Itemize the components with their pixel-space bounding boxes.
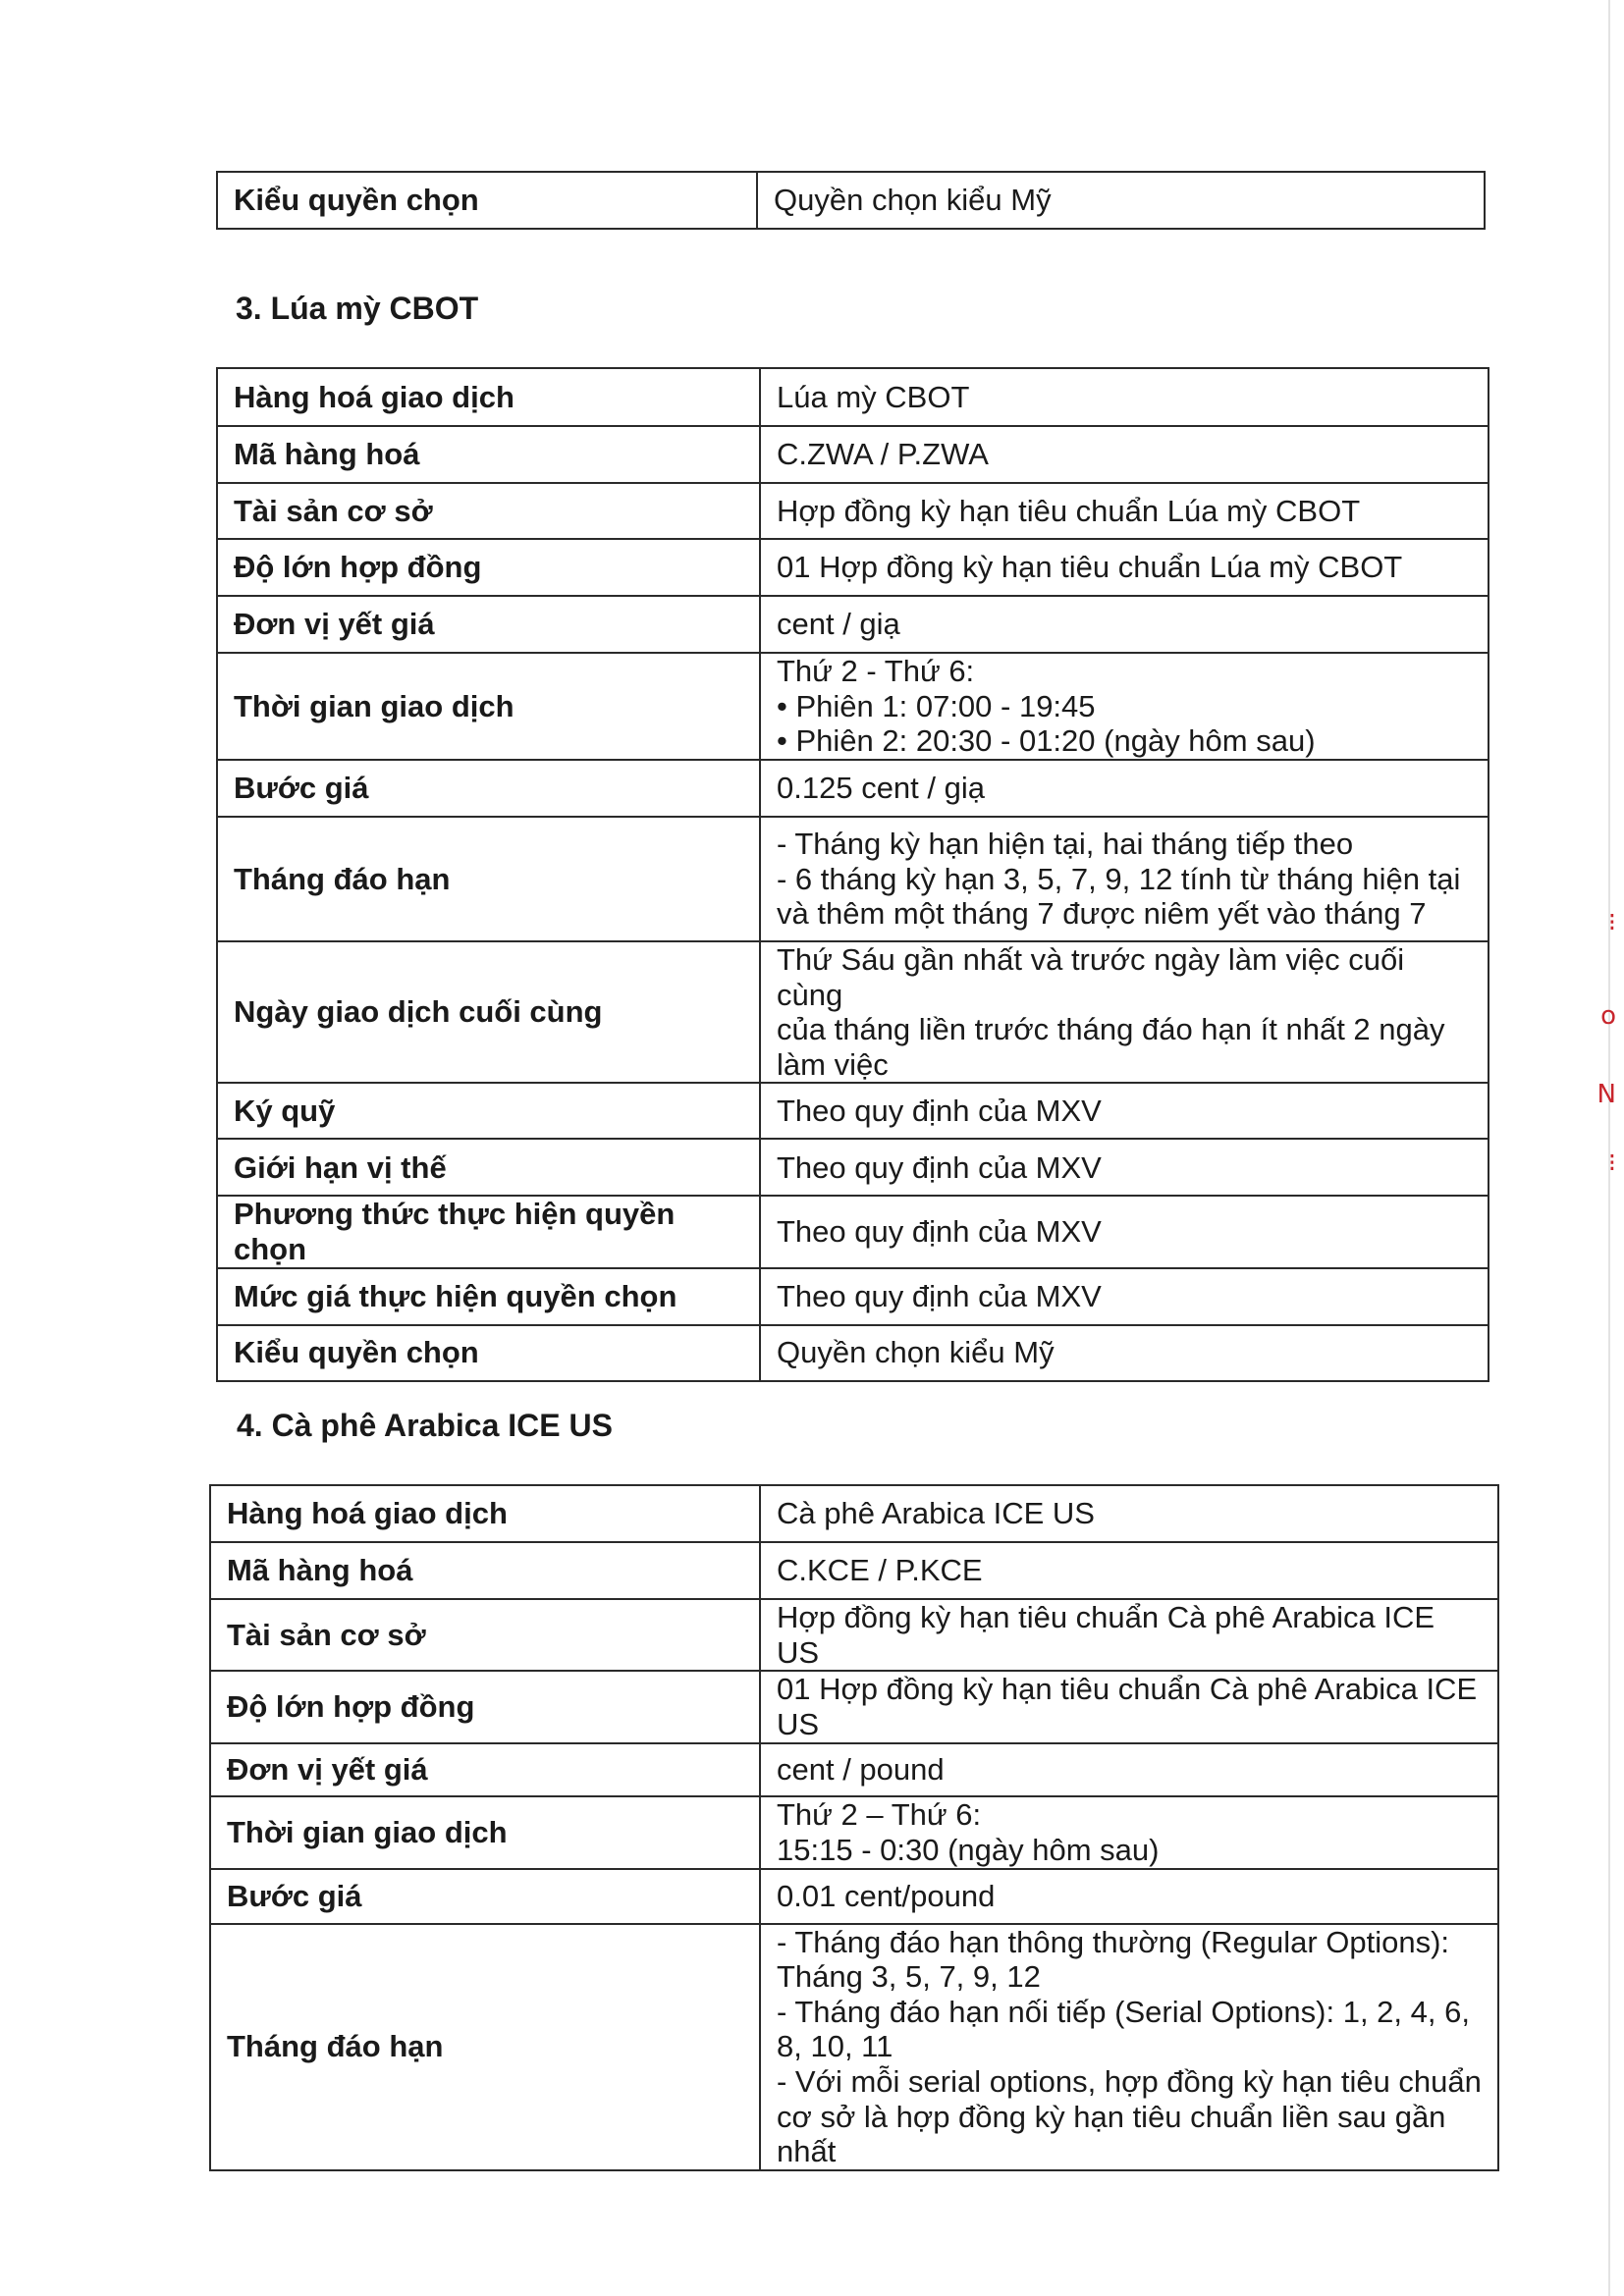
value-line: Hợp đồng kỳ hạn tiêu chuẩn Cà phê Arabica ICE US xyxy=(777,1600,1435,1670)
row-value xyxy=(760,1599,1498,1671)
row-value xyxy=(760,596,1489,653)
margin-stamp-mark: ⁝ xyxy=(1607,1148,1616,1178)
row-value xyxy=(760,1671,1498,1742)
table-row xyxy=(217,1268,1489,1325)
table-row xyxy=(210,1542,1498,1599)
row-label: Mức giá thực hiện quyền chọn xyxy=(217,1268,760,1325)
row-label: Ngày giao dịch cuối cùng xyxy=(217,941,760,1084)
row-label: Tháng đáo hạn xyxy=(210,1924,760,2170)
arabica-coffee-spec-table xyxy=(209,1484,1499,2171)
row-label: Kiểu quyền chọn xyxy=(217,1325,760,1381)
row-value xyxy=(760,760,1489,817)
table-row xyxy=(217,172,1485,229)
row-value xyxy=(760,368,1489,426)
row-label: Thời gian giao dịch xyxy=(217,653,760,760)
table-row xyxy=(217,483,1489,539)
row-value xyxy=(760,1083,1489,1139)
row-value xyxy=(760,817,1489,941)
value-line: 01 Hợp đồng kỳ hạn tiêu chuẩn Lúa mỳ CBOT xyxy=(777,550,1403,585)
value-line: • Phiên 1: 07:00 - 19:45 xyxy=(777,688,1096,723)
value-line: - Tháng đáo hạn nối tiếp (Serial Options): 1, 2, 4, 6, xyxy=(777,1994,1470,2029)
table-row xyxy=(210,1743,1498,1796)
table-row xyxy=(217,1139,1489,1196)
row-value xyxy=(760,1743,1498,1796)
row-value xyxy=(757,172,1485,229)
row-label: Phương thức thực hiện quyền chọn xyxy=(217,1196,760,1267)
row-label: Mã hàng hoá xyxy=(217,426,760,483)
wheat-cbot-spec-table xyxy=(216,367,1489,1382)
table-row xyxy=(210,1796,1498,1869)
table-row xyxy=(217,368,1489,426)
table-row xyxy=(217,760,1489,817)
value-line: 01 Hợp đồng kỳ hạn tiêu chuẩn Cà phê Arabica ICE US xyxy=(777,1672,1478,1741)
top-spec-table xyxy=(216,171,1486,230)
value-line: cơ sở là hợp đồng kỳ hạn tiêu chuẩn liền sau gần nhất xyxy=(777,2099,1446,2169)
value-line: Thứ 2 – Thứ 6: xyxy=(777,1796,982,1832)
row-value xyxy=(760,1196,1489,1267)
row-label: Kiểu quyền chọn xyxy=(217,172,757,229)
table-row xyxy=(217,1325,1489,1381)
value-line: • Phiên 2: 20:30 - 01:20 (ngày hôm sau) xyxy=(777,723,1316,759)
value-line: Quyền chọn kiểu Mỹ xyxy=(774,183,1052,218)
value-line: - Tháng kỳ hạn hiện tại, hai tháng tiếp theo xyxy=(777,826,1354,861)
value-line: Quyền chọn kiểu Mỹ xyxy=(777,1335,1055,1370)
value-line: 15:15 - 0:30 (ngày hôm sau) xyxy=(777,1832,1160,1867)
row-label: Độ lớn hợp đồng xyxy=(217,539,760,596)
table-row xyxy=(217,1196,1489,1267)
value-line: - Với mỗi serial options, hợp đồng kỳ hạn tiêu chuẩn xyxy=(777,2064,1482,2100)
row-value xyxy=(760,1139,1489,1196)
row-value xyxy=(760,1796,1498,1869)
row-value xyxy=(760,941,1489,1084)
row-label: Hàng hoá giao dịch xyxy=(210,1485,760,1542)
table-row xyxy=(217,596,1489,653)
table-row xyxy=(217,539,1489,596)
margin-stamp-mark: N xyxy=(1597,1080,1616,1109)
value-line: C.KCE / P.KCE xyxy=(777,1553,983,1588)
row-value xyxy=(760,1924,1498,2170)
table-row xyxy=(210,1671,1498,1742)
value-line: C.ZWA / P.ZWA xyxy=(777,437,989,472)
value-line: 0.125 cent / giạ xyxy=(777,771,985,806)
table-row xyxy=(217,817,1489,941)
value-line: làm việc xyxy=(777,1046,889,1082)
row-label: Ký quỹ xyxy=(217,1083,760,1139)
value-line: cent / giạ xyxy=(777,607,900,642)
table-row xyxy=(210,1869,1498,1924)
row-value xyxy=(760,1542,1498,1599)
row-value xyxy=(760,483,1489,539)
section-3-heading: 3. Lúa mỳ CBOT xyxy=(236,291,479,326)
value-line: Thứ Sáu gần nhất và trước ngày làm việc cuối cùng xyxy=(777,941,1405,1012)
value-line: Theo quy định của MXV xyxy=(777,1149,1102,1185)
value-line: của tháng liền trước tháng đáo hạn ít nhất 2 ngày xyxy=(777,1012,1445,1047)
row-value xyxy=(760,1325,1489,1381)
row-label: Mã hàng hoá xyxy=(210,1542,760,1599)
table-row xyxy=(210,1485,1498,1542)
row-label: Bước giá xyxy=(217,760,760,817)
margin-stamp-mark: o xyxy=(1600,1001,1616,1031)
value-line: 8, 10, 11 xyxy=(777,2029,893,2064)
margin-stamp-mark: ⁝ xyxy=(1607,908,1616,937)
row-value xyxy=(760,1869,1498,1924)
value-line: Tháng 3, 5, 7, 9, 12 xyxy=(777,1959,1041,1995)
value-line: Hợp đồng kỳ hạn tiêu chuẩn Lúa mỳ CBOT xyxy=(777,493,1361,528)
row-label: Độ lớn hợp đồng xyxy=(210,1671,760,1742)
section-4-heading: 4. Cà phê Arabica ICE US xyxy=(237,1408,613,1443)
row-value xyxy=(760,539,1489,596)
row-label: Đơn vị yết giá xyxy=(217,596,760,653)
value-line: Thứ 2 - Thứ 6: xyxy=(777,654,975,688)
table-row xyxy=(210,1599,1498,1671)
table-row xyxy=(217,1083,1489,1139)
table-row xyxy=(217,941,1489,1084)
value-line: Theo quy định của MXV xyxy=(777,1214,1102,1250)
value-line: Theo quy định của MXV xyxy=(777,1094,1102,1129)
value-line: 0.01 cent/pound xyxy=(777,1878,996,1913)
value-line: cent / pound xyxy=(777,1751,945,1787)
row-label: Tài sản cơ sở xyxy=(217,483,760,539)
row-value xyxy=(760,426,1489,483)
value-line: Lúa mỳ CBOT xyxy=(777,379,970,414)
value-line: và thêm một tháng 7 được niêm yết vào tháng 7 xyxy=(777,896,1427,932)
value-line: - 6 tháng kỳ hạn 3, 5, 7, 9, 12 tính từ tháng hiện tại xyxy=(777,861,1461,896)
table-row xyxy=(217,653,1489,760)
row-label: Thời gian giao dịch xyxy=(210,1796,760,1869)
row-label: Tài sản cơ sở xyxy=(210,1599,760,1671)
value-line: Theo quy định của MXV xyxy=(777,1278,1102,1313)
row-label: Bước giá xyxy=(210,1869,760,1924)
row-label: Tháng đáo hạn xyxy=(217,817,760,941)
table-row xyxy=(217,426,1489,483)
row-value xyxy=(760,653,1489,760)
table-row xyxy=(210,1924,1498,2170)
value-line: - Tháng đáo hạn thông thường (Regular Options): xyxy=(777,1924,1450,1959)
row-value xyxy=(760,1268,1489,1325)
row-value xyxy=(760,1485,1498,1542)
value-line: Cà phê Arabica ICE US xyxy=(777,1496,1095,1531)
row-label: Giới hạn vị thế xyxy=(217,1139,760,1196)
row-label: Hàng hoá giao dịch xyxy=(217,368,760,426)
row-label: Đơn vị yết giá xyxy=(210,1743,760,1796)
